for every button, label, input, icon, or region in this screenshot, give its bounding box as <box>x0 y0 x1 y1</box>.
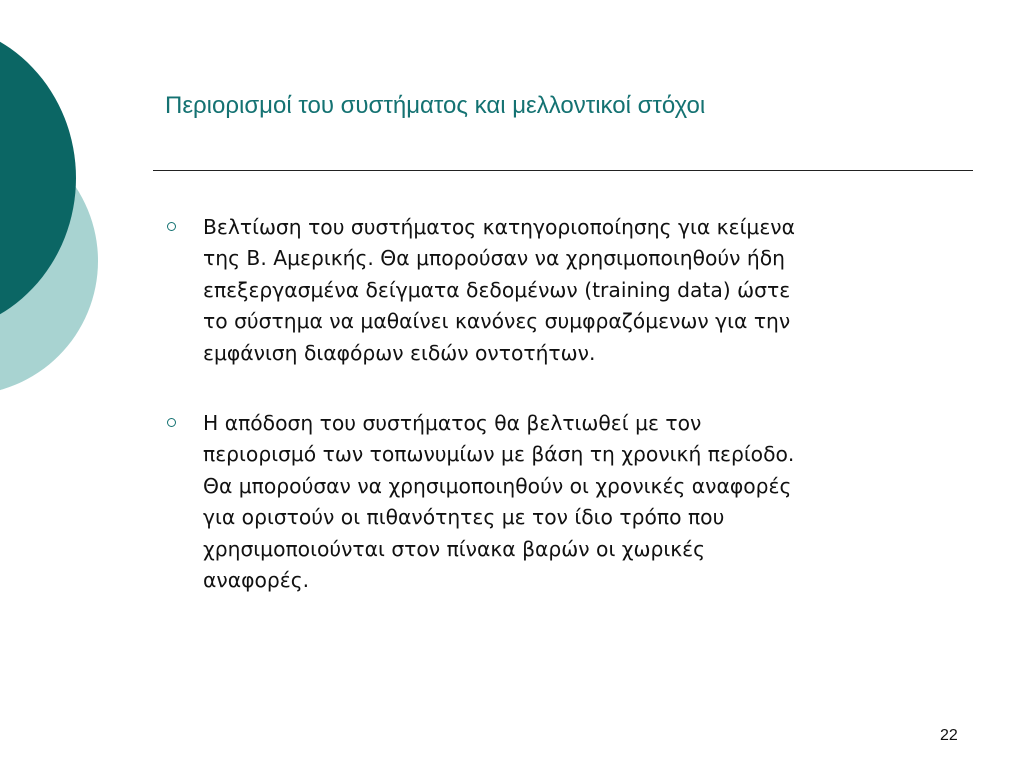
bullet-list <box>165 212 965 635</box>
bullet-text: Βελτίωση του συστήματος κατηγοριοποίησης για κείμενα της Β. Αμερικής. Θα μπορούσαν να χρησιμοποιηθούν ήδη επεξεργασμένα δείγματα δεδομένων (training data) ώστε το σύστημα να μαθαίνει κανόνες συμφραζόμενων για την εμφάνιση διαφόρων ειδών οντοτήτων. <box>203 215 795 365</box>
bullet-item <box>165 212 965 369</box>
slide-title: Περιορισμοί του συστήματος και μελλοντικοί στόχοι <box>165 92 706 119</box>
bullet-item <box>165 408 965 596</box>
bullet-text: Η απόδοση του συστήματος θα βελτιωθεί με τον περιορισμό των τοπωνυμίων με βάση τη χρονική περίοδο. Θα μπορούσαν να χρησιμοποιηθούν οι χρονικές αναφορές για οριστούν οι πιθανότητες με τον ίδιο τρόπο που χρησιμοποιούνται στον πίνακα βαρών οι χωρικές αναφορές. <box>203 411 795 593</box>
title-divider <box>153 170 973 171</box>
page-number: 22 <box>940 727 958 744</box>
circle-bullet-icon <box>167 418 176 427</box>
circle-bullet-icon <box>167 222 176 231</box>
